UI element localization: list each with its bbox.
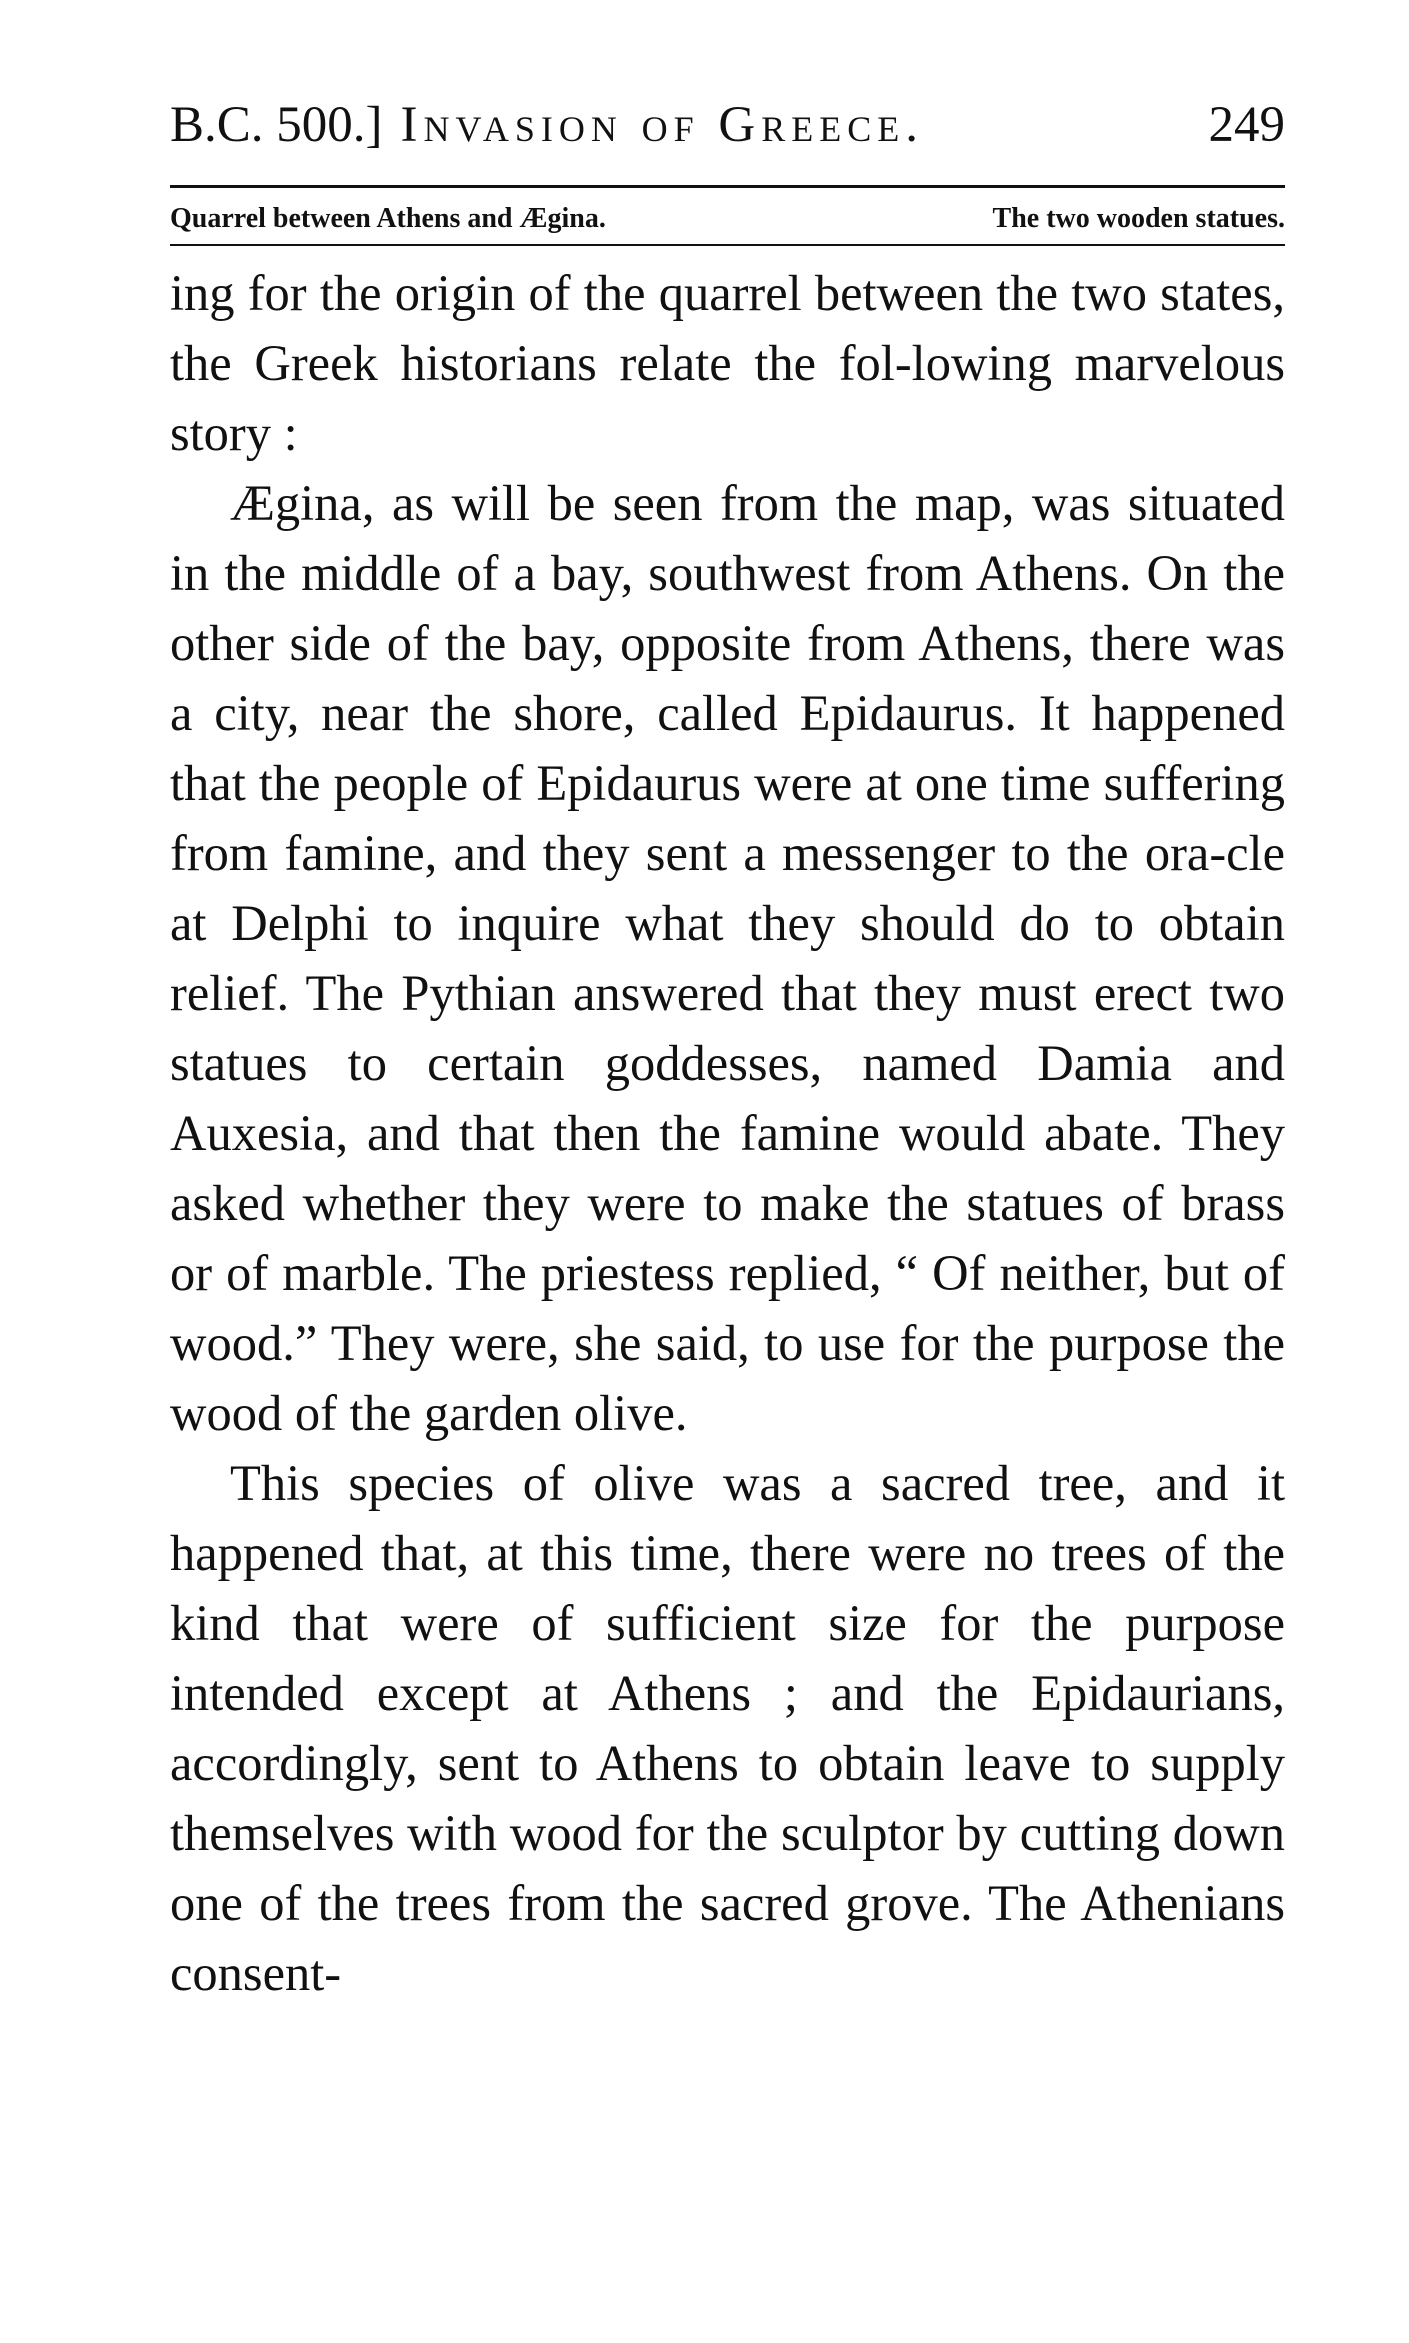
running-head-left [170,95,924,156]
body-text [170,258,1285,2008]
running-head [170,95,1285,175]
subhead-rule [170,244,1285,246]
book-page [170,95,1285,2008]
page-number: 249 [1208,97,1285,153]
paragraph-3: This species of olive was a sacred tree, and it happened that, at this time, there were no trees of the kind that were of sufficient size for the purpose intended except at Athens ; and the Epidaurians, accordingly, sent to Athens to obtain leave to supply themselves with wood for the sculptor by cutting down one of the trees from the sacred grove. The Athenians consent- [170,1454,1285,2001]
header-date: B.C. 500.] [170,97,383,153]
paragraph-2: Ægina, as will be seen from the map, was situated in the middle of a bay, southwest from Athens. On the other side of the bay, opposite from Athens, there was a city, near the shore, called Epidaurus. It happened that the people of Epidaurus were at one time suffering from famine, and they sent a messenger to the ora-cle at Delphi to inquire what they should do to obtain relief. The Pythian answered that they must erect two statues to certain goddesses, named Damia and Auxesia, and that then the famine would abate. They asked whether they were to make the statues of brass or of marble. The priestess replied, “ Of neither, but of wood.” They were, she said, to use for the purpose the wood of the garden olive. [170,474,1285,1441]
paragraph-1: ing for the origin of the quarrel between the two states, the Greek historians relate the fol-lowing marvelous story : [170,264,1285,461]
subhead-right: The two wooden statues. [992,203,1285,234]
subheads [170,188,1285,240]
header-title: Invasion of Greece. [400,97,924,153]
subhead-left: Quarrel between Athens and Ægina. [170,203,606,234]
